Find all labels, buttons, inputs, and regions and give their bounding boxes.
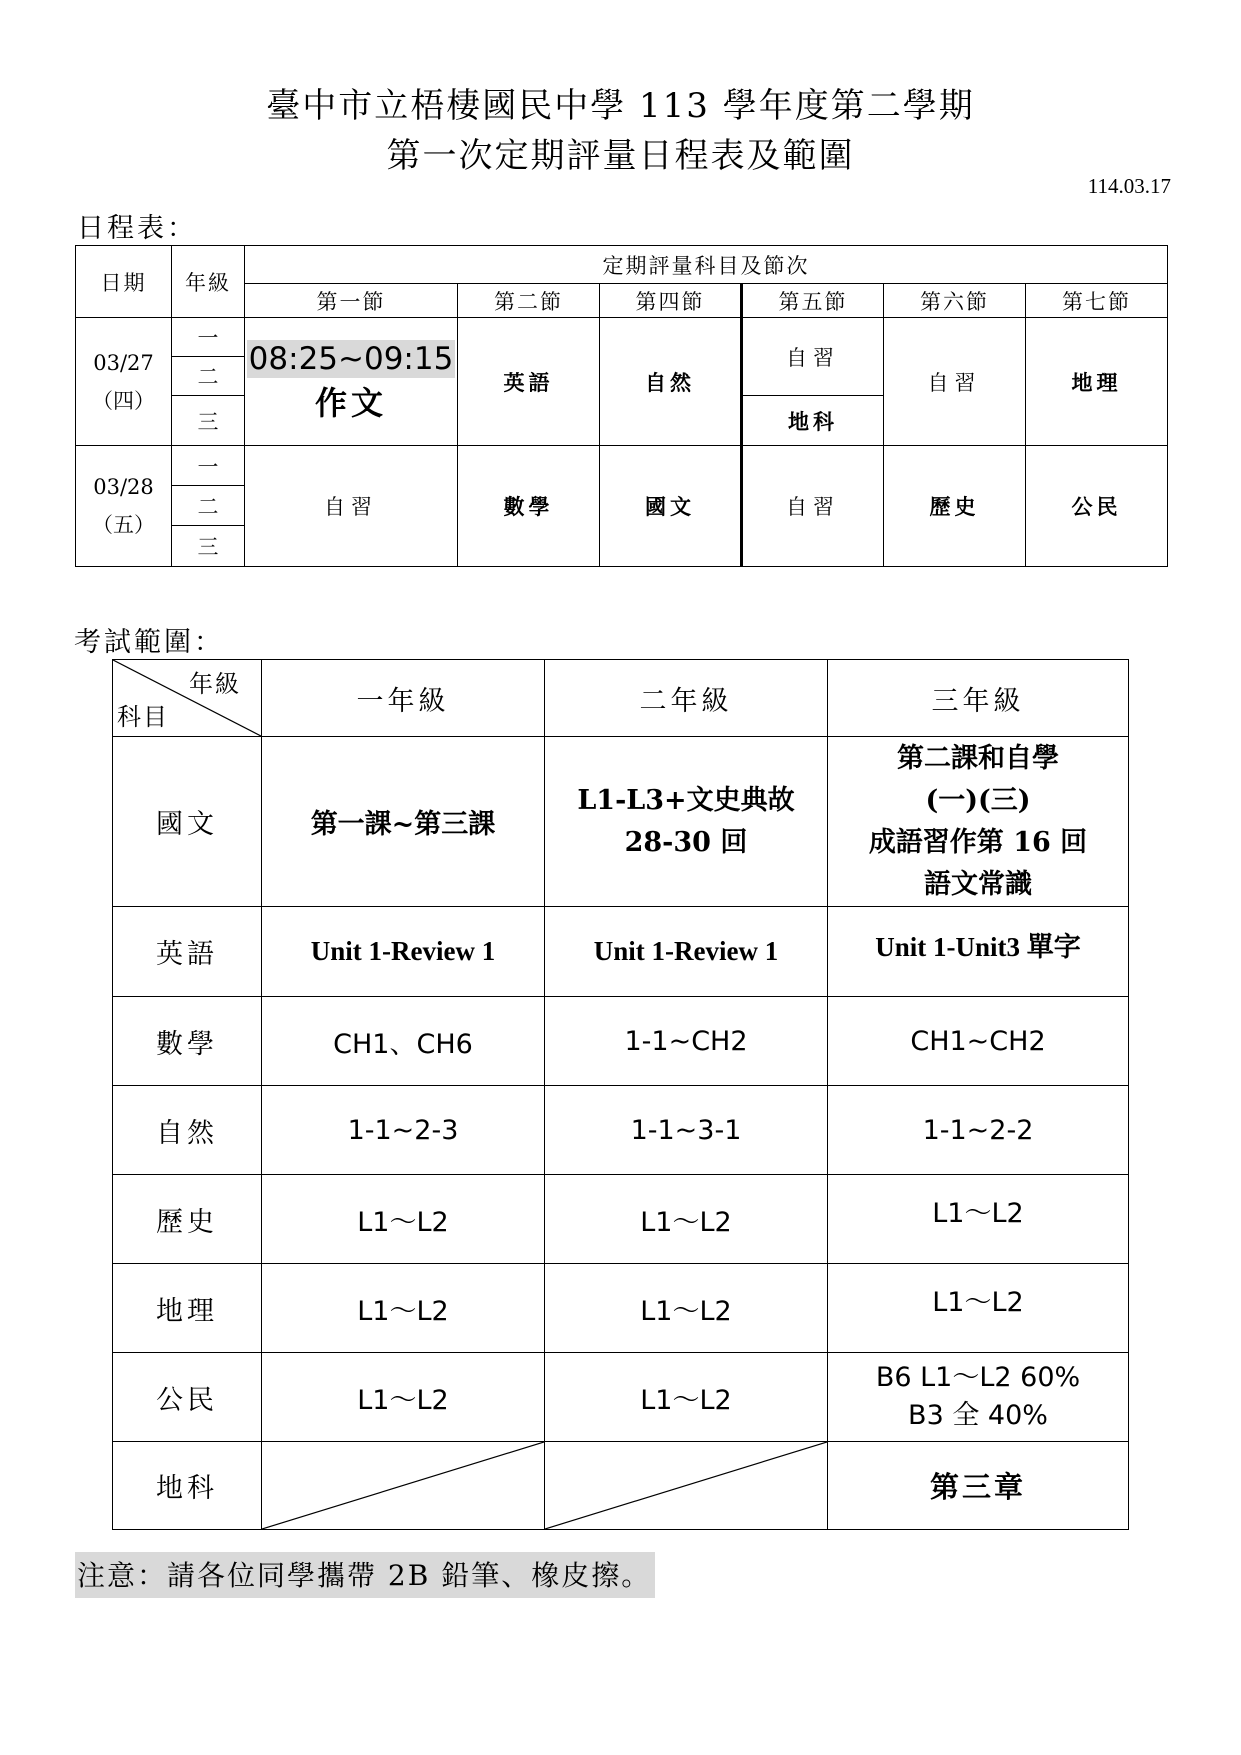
day2-p7: 公民 [1026, 446, 1168, 567]
chinese-g1: 第一課~第三課 [262, 737, 545, 907]
chinese-g3-line3: 成語習作第 16 回 [868, 826, 1088, 858]
day1-p7: 地理 [1026, 318, 1168, 446]
header-period-4: 第四節 [600, 284, 742, 318]
schedule-section-label: 日程表： [77, 213, 197, 244]
day2-weekday: （五） [92, 513, 155, 537]
day1-p5-top: 自習 [742, 318, 884, 396]
day1-date-cell [76, 318, 172, 446]
day1-p1-subject: 作文 [314, 383, 387, 422]
document-date: 114.03.17 [1087, 174, 1171, 198]
day1-grade-1: 一 [172, 318, 245, 357]
chinese-g3-line1: 第二課和自學 [897, 742, 1059, 774]
earth-g2-diagonal [545, 1442, 827, 1529]
earth-g3: 第三章 [828, 1442, 1129, 1530]
header-period-7: 第七節 [1026, 284, 1168, 318]
history-g1: L1～L2 [262, 1175, 545, 1264]
subject-english: 英語 [113, 907, 262, 997]
chinese-g3-line2: (一)(三) [925, 784, 1031, 816]
corner-grade-label: 年級 [189, 670, 241, 698]
day1-date: 03/27 [93, 350, 154, 375]
day2-p5: 自習 [742, 446, 884, 567]
col-grade-2: 二年級 [545, 660, 828, 737]
page-subtitle: 第一次定期評量日程表及範圍 [386, 136, 855, 176]
day1-p1-cell [245, 318, 458, 446]
math-g2: 1-1~CH2 [545, 997, 828, 1086]
subject-history: 歷史 [113, 1175, 262, 1264]
corner-cell [113, 660, 262, 737]
corner-subject-label: 科目 [117, 703, 169, 731]
english-g3: Unit 1-Unit3 單字 [828, 907, 1129, 997]
day2-grade-2: 二 [172, 486, 245, 526]
day1-p2: 英語 [458, 318, 600, 446]
math-g3: CH1~CH2 [828, 997, 1129, 1086]
civics-g3-line2: B3 全 40% [908, 1400, 1048, 1431]
header-date: 日期 [76, 246, 172, 318]
day2-p2: 數學 [458, 446, 600, 567]
history-g2: L1～L2 [545, 1175, 828, 1264]
day1-p6: 自習 [884, 318, 1026, 446]
chinese-g3-line4: 語文常識 [924, 868, 1032, 900]
day2-grade-1: 一 [172, 446, 245, 486]
header-period-6: 第六節 [884, 284, 1026, 318]
day1-grade-2: 二 [172, 357, 245, 396]
page-title: 臺中市立梧棲國民中學 113 學年度第二學期 [266, 86, 975, 126]
subject-geography: 地理 [113, 1264, 262, 1353]
earth-g2-empty [545, 1442, 828, 1530]
header-grade: 年級 [172, 246, 245, 318]
geography-g1: L1～L2 [262, 1264, 545, 1353]
subject-science: 自然 [113, 1086, 262, 1175]
earth-g1-diagonal [262, 1442, 544, 1529]
day2-grade-3: 三 [172, 526, 245, 567]
day2-p6: 歷史 [884, 446, 1026, 567]
col-grade-3: 三年級 [828, 660, 1129, 737]
science-g1: 1-1~2-3 [262, 1086, 545, 1175]
civics-g3-line1: B6 L1～L2 60% [875, 1362, 1081, 1393]
header-period-group: 定期評量科目及節次 [245, 246, 1168, 284]
header-period-5: 第五節 [742, 284, 884, 318]
earth-g1-empty [262, 1442, 545, 1530]
history-g3: L1～L2 [828, 1175, 1129, 1264]
geography-g3: L1～L2 [828, 1264, 1129, 1353]
col-grade-1: 一年級 [262, 660, 545, 737]
day1-weekday: （四） [92, 388, 155, 413]
chinese-g3 [828, 737, 1129, 907]
science-g3: 1-1~2-2 [828, 1086, 1129, 1175]
science-g2: 1-1~3-1 [545, 1086, 828, 1175]
day2-date: 03/28 [93, 475, 154, 499]
math-g1: CH1、CH6 [262, 997, 545, 1086]
day2-p1: 自習 [245, 446, 458, 567]
subject-earth-science: 地科 [113, 1442, 262, 1530]
subject-chinese: 國文 [113, 737, 262, 907]
civics-g3 [828, 1353, 1129, 1442]
day1-grade-3: 三 [172, 396, 245, 446]
chinese-g2-line2: 28-30 回 [624, 826, 748, 858]
subject-civics: 公民 [113, 1353, 262, 1442]
day2-p4: 國文 [600, 446, 742, 567]
geography-g2: L1～L2 [545, 1264, 828, 1353]
day1-p4: 自然 [600, 318, 742, 446]
day2-date-cell [76, 446, 172, 567]
note-text: 注意：請各位同學攜帶 2B 鉛筆、橡皮擦。 [75, 1552, 655, 1598]
header-period-1: 第一節 [245, 284, 458, 318]
range-section-label: 考試範圍： [74, 627, 224, 658]
chinese-g2 [545, 737, 828, 907]
header-period-2: 第二節 [458, 284, 600, 318]
range-table [112, 659, 1129, 1530]
english-g1: Unit 1-Review 1 [262, 907, 545, 997]
schedule-table [75, 245, 1168, 567]
english-g2: Unit 1-Review 1 [545, 907, 828, 997]
subject-math: 數學 [113, 997, 262, 1086]
civics-g1: L1～L2 [262, 1353, 545, 1442]
chinese-g2-line1: L1-L3+文史典故 [577, 784, 795, 816]
day1-p1-time: 08:25~09:15 [248, 340, 454, 377]
day1-p5-bottom: 地科 [742, 396, 884, 446]
civics-g2: L1～L2 [545, 1353, 828, 1442]
